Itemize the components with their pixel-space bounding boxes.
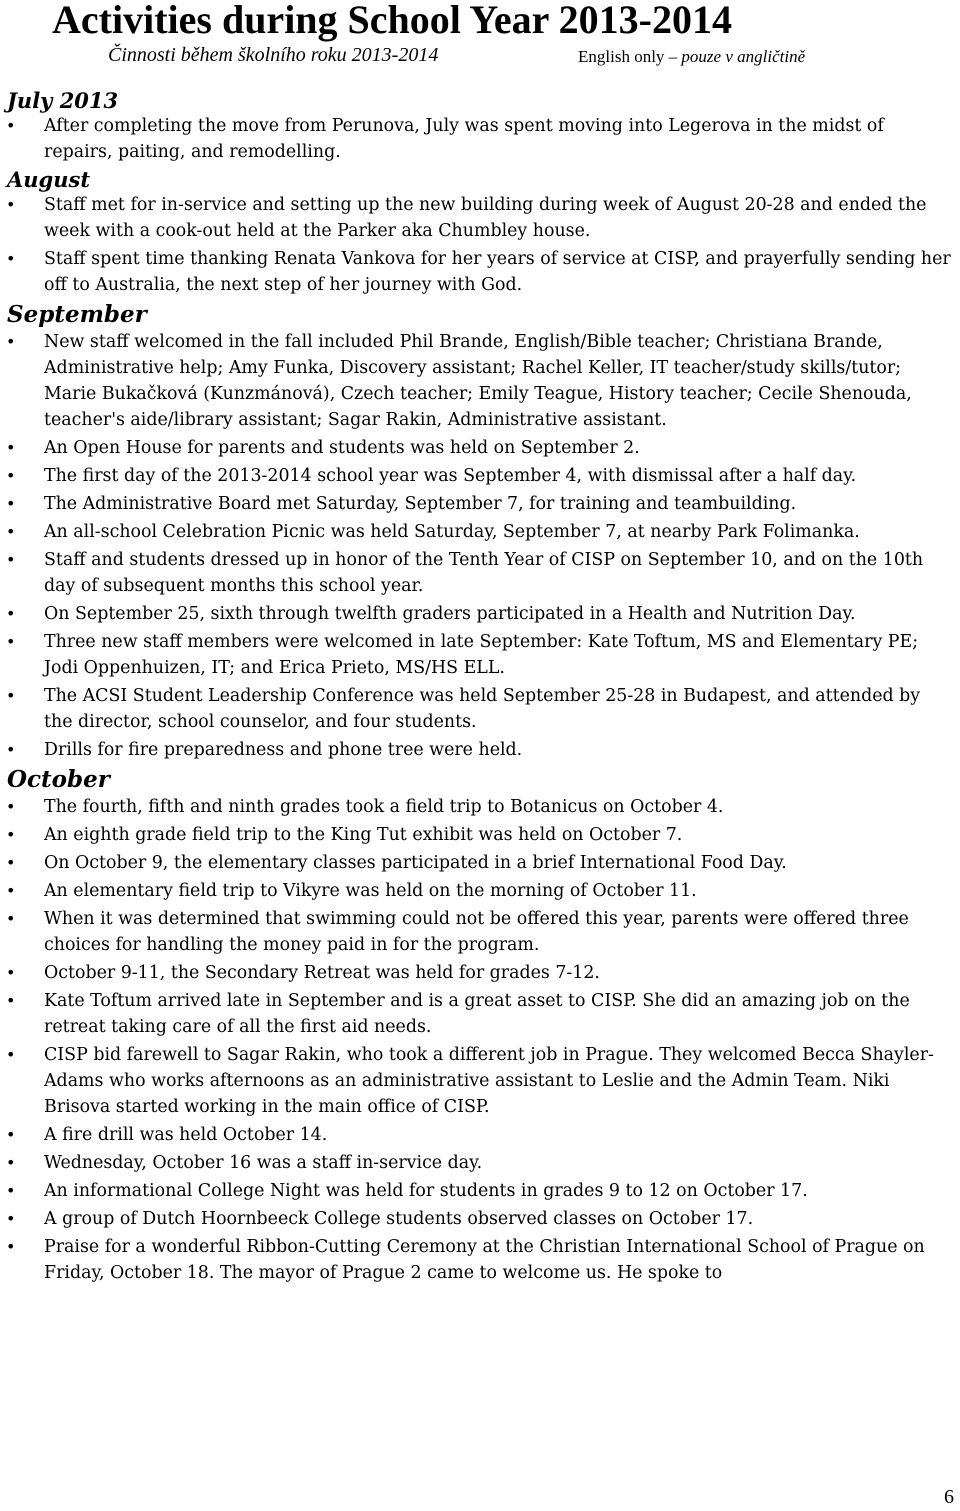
list-item: • October 9-11, the Secondary Retreat was held for grades 7-12. xyxy=(0,960,960,986)
list-item: • Three new staff members were welcomed in late September: Kate Toftum, MS and Elementary PE; Jodi Oppenhuizen, IT; and Erica Prieto, MS/HS ELL. xyxy=(0,629,960,681)
month-heading-july: July 2013 xyxy=(7,88,119,113)
language-note-czech: pouze v angličtině xyxy=(681,47,806,66)
language-note-english: English only – xyxy=(578,47,682,66)
list-item: • The Administrative Board met Saturday, September 7, for training and teambuilding. xyxy=(0,491,960,517)
list-item: • Staff and students dressed up in honor of the Tenth Year of CISP on September 10, and on the 10th day of subsequent months this school year. xyxy=(0,547,960,599)
list-item: • New staff welcomed in the fall included Phil Brande, English/Bible teacher; Christiana Brande, Administrative help; Amy Funka, Discovery assistant; Rachel Keller, IT teacher/study skills/tutor; Marie Bukačková (Kunzmánová), Czech teacher; Emily Teague, History teacher; Cecile Shenouda, teacher's aide/library assistant; Sagar Rakin, Administrative assistant. xyxy=(0,329,960,433)
list-item: • Staff spent time thanking Renata Vankova for her years of service at CISP, and prayerfully sending her off to Australia, the next step of her journey with God. xyxy=(0,246,960,298)
july-list xyxy=(0,113,960,165)
list-item: • Drills for fire preparedness and phone tree were held. xyxy=(0,737,960,763)
month-heading-september: September xyxy=(7,301,147,328)
list-item: • Staff met for in-service and setting up the new building during week of August 20-28 and ended the week with a cook-out held at the Parker aka Chumbley house. xyxy=(0,192,960,244)
september-list xyxy=(0,329,960,763)
page-title: Activities during School Year 2013-2014 xyxy=(52,0,732,42)
activities-content xyxy=(0,88,960,1288)
month-heading-august: August xyxy=(7,167,91,192)
list-item: • An informational College Night was held for students in grades 9 to 12 on October 17. xyxy=(0,1178,960,1204)
august-list xyxy=(0,192,960,298)
list-item: • The fourth, fifth and ninth grades took a field trip to Botanicus on October 4. xyxy=(0,794,960,820)
language-note xyxy=(578,46,805,68)
list-item: • On September 25, sixth through twelfth graders participated in a Health and Nutrition Day. xyxy=(0,601,960,627)
list-item: • An all-school Celebration Picnic was held Saturday, September 7, at nearby Park Folimanka. xyxy=(0,519,960,545)
list-item: • CISP bid farewell to Sagar Rakin, who took a different job in Prague. They welcomed Becca Shayler-Adams who works afternoons as an administrative assistant to Leslie and the Admin Team. Niki Brisova started working in the main office of CISP. xyxy=(0,1042,960,1120)
list-item: • A group of Dutch Hoornbeeck College students observed classes on October 17. xyxy=(0,1206,960,1232)
page-number: 6 xyxy=(944,1486,954,1508)
list-item: • When it was determined that swimming could not be offered this year, parents were offered three choices for handling the money paid in for the program. xyxy=(0,906,960,958)
list-item: • The ACSI Student Leadership Conference was held September 25-28 in Budapest, and attended by the director, school counselor, and four students. xyxy=(0,683,960,735)
list-item: • Wednesday, October 16 was a staff in-service day. xyxy=(0,1150,960,1176)
list-item: • A fire drill was held October 14. xyxy=(0,1122,960,1148)
list-item: • On October 9, the elementary classes participated in a brief International Food Day. xyxy=(0,850,960,876)
list-item: • An eighth grade field trip to the King Tut exhibit was held on October 7. xyxy=(0,822,960,848)
october-list xyxy=(0,794,960,1286)
month-heading-october: October xyxy=(7,766,110,793)
list-item: • Praise for a wonderful Ribbon-Cutting Ceremony at the Christian International School of Prague on Friday, October 18. The mayor of Prague 2 came to welcome us. He spoke to xyxy=(0,1234,960,1286)
list-item: • An Open House for parents and students was held on September 2. xyxy=(0,435,960,461)
list-item: • Kate Toftum arrived late in September and is a great asset to CISP. She did an amazing job on the retreat taking care of all the first aid needs. xyxy=(0,988,960,1040)
list-item: • After completing the move from Perunova, July was spent moving into Legerova in the midst of repairs, paiting, and remodelling. xyxy=(0,113,960,165)
list-item: • An elementary field trip to Vikyre was held on the morning of October 11. xyxy=(0,878,960,904)
page-subtitle: Činnosti během školního roku 2013-2014 xyxy=(108,44,439,66)
list-item: • The first day of the 2013-2014 school year was September 4, with dismissal after a half day. xyxy=(0,463,960,489)
